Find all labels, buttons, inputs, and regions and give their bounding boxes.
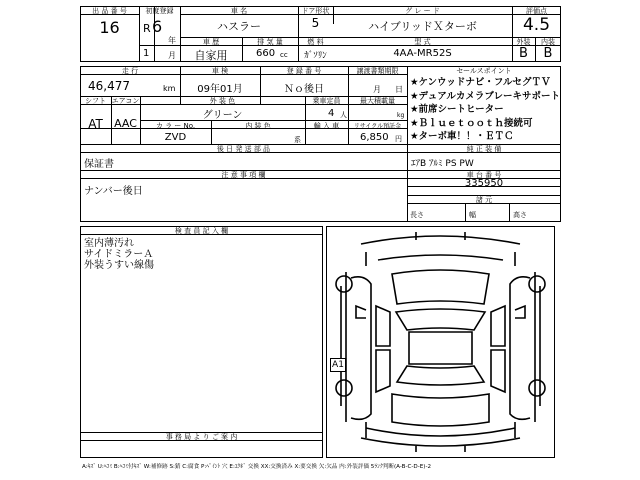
mileage-unit: km — [163, 84, 176, 93]
sales-point-3: ★前席シートヒーター — [410, 104, 504, 115]
mileage-value: 46,477 — [88, 79, 130, 93]
inspector-note-2: サイドミラーＡ — [84, 249, 154, 260]
shift-value: AT — [88, 117, 103, 131]
cc-value: 660 — [256, 48, 276, 59]
usage-value: 自家用 — [194, 49, 228, 62]
right-side-outline — [535, 272, 540, 422]
wheel-front-right — [529, 276, 545, 292]
sales-point-2: ★デュアルカメラブレーキサポート — [410, 90, 560, 102]
legend-text: A:ｷｽﾞ U:ﾍｺﾐ B:ﾍｺﾐ付ｷｽﾞ W:補修跡 S:錆 C:腐食 P:ﾍﾟｲﾝﾄ 穴 E:ｴｸﾎﾞ 交換 XX:交換済み X:要交換 欠:欠品 内:外装評価 5ﾗﾝｸ判断(A-B-C-D-E)-2 — [82, 464, 432, 470]
shift-label: シフト — [85, 97, 106, 105]
score-label: 評価点 — [526, 7, 547, 15]
reg-month-value: 1 — [143, 48, 150, 59]
accessories-label: 後 日 発 送 部 品 — [216, 145, 271, 153]
length-label: 長さ — [410, 211, 424, 219]
doors-label: ドア形状 — [301, 7, 330, 15]
reg-year-unit: 年 — [168, 36, 176, 45]
accessories-value: 保証書 — [84, 159, 114, 170]
equipment-value: ｴｱB ｱﾙﾐ PS PW — [411, 159, 474, 169]
width-label: 幅 — [469, 211, 476, 219]
lot-no-value: 16 — [99, 18, 120, 37]
sales-point-1: ★ケンウッドナビ・フルセグＴＶ — [410, 77, 551, 88]
dims-label: 諸 元 — [475, 196, 493, 204]
sales-point-label: セールスポイント — [456, 67, 512, 75]
ac-value: AAC — [114, 117, 137, 130]
mileage-label: 走 行 — [121, 67, 139, 75]
model-value: 4AA-MR52S — [393, 48, 452, 59]
ext-score-value: B — [519, 46, 528, 61]
equipment-label: 純 正 装 備 — [466, 145, 502, 153]
height-label: 高さ — [513, 211, 527, 219]
ext-label: 外装 — [516, 38, 531, 46]
plate-value: Ｎｏ後日 — [284, 84, 324, 95]
first-reg-label: 初度登録 — [145, 7, 174, 15]
import-label: 輸 入 車 — [313, 122, 340, 130]
color-no-value: ZVD — [164, 132, 187, 143]
roof-outline — [409, 332, 472, 364]
cc-label: 排 気 量 — [257, 38, 283, 46]
rear-window-outline — [397, 366, 484, 385]
rear-bumper-outline — [361, 438, 520, 446]
reg-month-unit: 月 — [168, 51, 176, 60]
inspector-note-3: 外装うすい線傷 — [84, 260, 154, 271]
inspector-label: 検 査 員 記 入 欄 — [174, 227, 229, 235]
load-label: 最大積載量 — [360, 97, 395, 105]
int-color-label: 内 装 色 — [245, 122, 271, 130]
deadline-label: 譲渡書類期限 — [356, 67, 399, 75]
fuel-value: ｶﾞｿﾘﾝ — [304, 51, 327, 61]
sales-point-list — [410, 76, 560, 144]
shaken-label: 車 検 — [211, 67, 229, 75]
era-value: R — [143, 22, 151, 35]
capacity-label: 乗車定員 — [312, 97, 341, 105]
car-diagram — [326, 226, 555, 458]
yen-unit: 円 — [395, 135, 402, 143]
wheel-rear-right — [529, 380, 545, 396]
color-value: グリーン — [202, 110, 243, 121]
notes-label: 注 意 事 項 欄 — [221, 171, 266, 179]
sales-point-4: ★Ｂｌｕｅｔｏｏｔｈ接続可 — [410, 117, 533, 129]
usage-label: 車 歴 — [202, 38, 220, 46]
recycle-label: リサイクル預託金 — [353, 123, 402, 130]
cc-unit: cc — [280, 51, 288, 59]
car-name-label: 車 名 — [230, 7, 248, 15]
kei-label: 系 — [294, 136, 301, 144]
inspector-notes — [84, 238, 314, 271]
deadline-month: 月 — [373, 85, 381, 94]
recycle-value: 6,850 — [360, 132, 389, 143]
capacity-value: 4 — [328, 108, 335, 119]
color-label: 外 装 色 — [209, 97, 236, 105]
fuel-label: 燃 料 — [307, 38, 324, 46]
windshield-outline — [396, 309, 485, 330]
inspector-note-1: 室内薄汚れ — [84, 238, 134, 249]
int-label: 内装 — [541, 38, 555, 46]
hood-outline — [392, 270, 489, 304]
color-no-label: カ ラ ー No. — [155, 122, 196, 130]
front-bumper-outline — [361, 236, 520, 244]
mirror-left — [356, 306, 366, 318]
sales-point-5: ★ターボ車！！・ＥＴＣ — [410, 131, 514, 142]
wheel-rear-left — [336, 380, 352, 396]
ac-label: エアコン — [111, 97, 140, 105]
int-score-value: B — [543, 46, 553, 61]
model-label: 型 式 — [414, 38, 431, 46]
plate-label: 登 録 番 号 — [286, 67, 322, 75]
kg-unit: kg — [397, 112, 405, 119]
doors-value: 5 — [311, 16, 320, 30]
chassis-value: 335950 — [464, 178, 504, 189]
deadline-day: 日 — [395, 85, 403, 94]
mirror-right — [515, 306, 525, 318]
trunk-outline — [392, 394, 489, 426]
lot-no-label: 出 品 番 号 — [92, 7, 127, 15]
office-label: 事 務 局 よ り ご 案 内 — [165, 433, 238, 441]
damage-mark-a1: A1 — [330, 358, 346, 372]
grade-label: グ レ ー ド — [405, 7, 440, 15]
notes-value: ナンバー後日 — [84, 186, 143, 197]
score-value: 4.5 — [522, 15, 551, 35]
wheel-front-left — [336, 276, 352, 292]
person-unit: 人 — [340, 111, 347, 119]
chassis-label: 車 台 番 号 — [466, 171, 502, 179]
car-name-value: ハスラー — [217, 20, 261, 33]
left-side-outline — [341, 272, 346, 422]
shaken-value: 09年01月 — [197, 84, 243, 95]
reg-year-value: 6 — [152, 17, 163, 36]
grade-value: ハイブリッドＸターボ — [368, 20, 477, 33]
